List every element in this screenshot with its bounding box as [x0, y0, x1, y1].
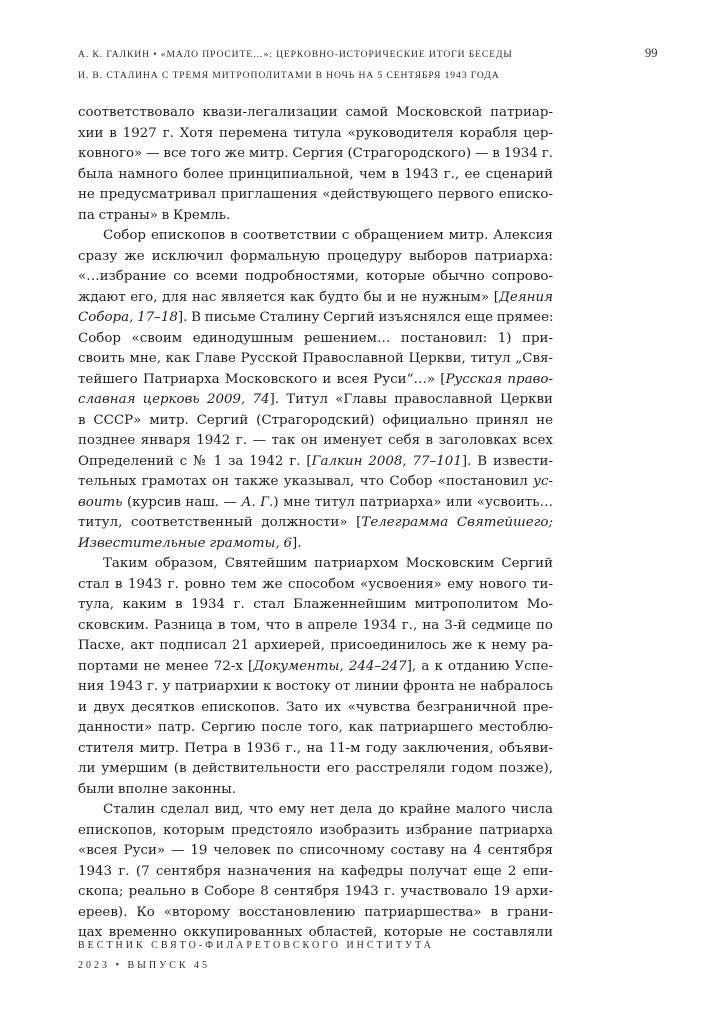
text-line [78, 226, 553, 247]
text-line [78, 739, 553, 760]
text-line [78, 554, 553, 575]
citation-italic: А. Г. [241, 494, 274, 510]
text-segment: па страны» в Кремль. [78, 207, 231, 223]
footer-issue: 2023 • ВЫПУСК 45 [78, 960, 211, 971]
citation-italic: Русская право- [445, 371, 553, 387]
footer-journal-title: ВЕСТНИК СВЯТО-ФИЛАРЕТОВСКОГО ИНСТИТУТА [78, 940, 434, 951]
text-segment: ) мне титул патриарха» или «усвоить… [273, 494, 553, 510]
text-line [78, 185, 553, 206]
text-line [78, 124, 553, 145]
text-line [78, 431, 553, 452]
footer [78, 936, 528, 976]
text-segment: ждают его, для нас является как будто бы и не нужным» [ [78, 289, 499, 305]
text-segment: портами не менее 72-х [ [78, 658, 254, 674]
text-line [78, 841, 553, 862]
text-line [78, 493, 553, 514]
text-segment: не предусматривал приглашения «действующего первого еписко- [78, 187, 553, 202]
text-line [78, 821, 553, 842]
text-line [78, 677, 553, 698]
text-segment: Определений с № 1 за 1942 г. [ [78, 453, 312, 469]
text-segment: данности» патр. Сергию после того, как патриаршего местоблю- [78, 720, 553, 735]
text-line [78, 349, 553, 370]
text-line [78, 206, 553, 227]
text-line [78, 308, 553, 329]
text-line [78, 595, 553, 616]
text-segment: тельных грамотах он также указывал, что Собор «постановил [78, 474, 534, 489]
text-segment: ли умершим (в действительности его расстреляли годом позже), [78, 761, 553, 776]
text-segment: Собор «своим единодушным решением… постановил: 1) при- [78, 330, 553, 346]
text-line [78, 472, 553, 493]
text-line [78, 575, 553, 596]
text-segment: ковного» — все того же митр. Сергия (Страгородского) — в 1934 г. [78, 146, 553, 161]
text-line [78, 144, 553, 165]
running-head-line-1: А. К. ГАЛКИН • «МАЛО ПРОСИТЕ…»: ЦЕРКОВНО-ИСТОРИЧЕСКИЕ ИТОГИ БЕСЕДЫ [78, 49, 513, 60]
text-line [78, 103, 553, 124]
text-line [78, 862, 553, 883]
text-segment: были вполне законны. [78, 781, 237, 797]
text-line [78, 882, 553, 903]
text-segment: ния 1943 г. у патриархии к востоку от линии фронта не набралось [78, 679, 553, 694]
text-line [78, 780, 553, 801]
citation-italic: Телеграмма Святейшего; [361, 515, 553, 530]
running-head-line-2: И. В. СТАЛИНА С ТРЕМЯ МИТРОПОЛИТАМИ В НОЧЬ НА 5 СЕНТЯБРЯ 1943 ГОДА [78, 70, 500, 81]
text-line [78, 329, 553, 350]
citation-italic: Документы, 244–247 [253, 658, 407, 674]
text-line [78, 534, 553, 555]
text-segment: была намного более принципиальной, чем в 1943 г., ее сценарий [78, 166, 553, 182]
text-line [78, 452, 553, 473]
page-number: 99 [645, 46, 658, 60]
text-segment: 1943 г. (7 сентября назначения на кафедры получат еще 2 епи- [78, 863, 553, 879]
text-segment: «…избрание со всеми подробностями, которые обычно сопрово- [78, 269, 553, 284]
text-line [78, 657, 553, 678]
text-segment: «всея Руси» — 19 человек по списочному составу на 4 сентября [78, 843, 553, 858]
text-segment: цах временно оккупированных областей, которые не составляли [78, 925, 553, 940]
citation-italic: Деяния [499, 289, 553, 305]
text-segment: хии в 1927 г. Хотя перемена титула «руководителя корабля цер- [78, 125, 553, 141]
text-segment: Пасхе, акт подписал 21 архиерей, присоединилось же к нему ра- [78, 638, 553, 653]
citation-italic: славная церковь 2009, 74 [78, 392, 270, 407]
text-segment: Собор епископов в соответствии с обращением митр. Алексия [103, 228, 553, 243]
text-segment: скопа; реально в Соборе 8 сентября 1943 г. участвовало 19 архи- [78, 884, 553, 899]
text-line [78, 903, 553, 924]
text-line [78, 288, 553, 309]
text-segment: тейшего Патриарха Московского и всея Руси“…» [ [78, 371, 446, 387]
text-line [78, 247, 553, 268]
body-text [78, 103, 553, 944]
text-segment: ереев). Ко «второму восстановлению патриаршества» в грани- [78, 904, 553, 920]
text-segment: Таким образом, Святейшим патриархом Московским Сергий [103, 556, 553, 571]
text-segment: позднее января 1942 г. — так он именует себя в заголовках всех [78, 433, 553, 448]
text-segment: сковским. Разница в том, что в апреле 1934 г., на 3-й седмице по [78, 617, 553, 633]
text-line [78, 370, 553, 391]
citation-italic: воить [78, 494, 123, 510]
text-line [78, 759, 553, 780]
text-line [78, 698, 553, 719]
text-line [78, 616, 553, 637]
text-segment: своить мне, как Главе Русской Православной Церкви, титул „Свя- [78, 351, 553, 366]
citation-italic: Галкин 2008, 77–101 [311, 453, 462, 469]
text-line [78, 267, 553, 288]
text-segment: сразу же исключил формальную процедуру выборов патриарха: [78, 248, 553, 264]
running-head [78, 44, 578, 86]
text-segment: ], а к отданию Успе- [406, 658, 553, 674]
text-segment: ]. Титул «Главы православной Церкви [269, 392, 553, 407]
text-segment: Сталин сделал вид, что ему нет дела до крайне малого числа [103, 802, 553, 817]
text-segment: стителя митр. Петра в 1936 г., на 11-м году заключения, объяви- [78, 740, 553, 756]
text-line [78, 636, 553, 657]
text-segment: (курсив наш. — [122, 494, 242, 510]
text-line [78, 513, 553, 534]
text-segment: соответствовало квази-легализации самой Московской патриар- [78, 105, 553, 120]
text-line [78, 390, 553, 411]
text-segment: титул, соответственный должности» [ [78, 515, 362, 530]
text-segment: тула, каким в 1934 г. стал Блаженнейшим митрополитом Мо- [78, 597, 553, 612]
text-segment: епископов, которым предстояло изобразить избрание патриарха [78, 822, 553, 838]
citation-italic: Собора, 17–18 [78, 310, 178, 325]
citation-italic: Известительные грамоты, 6 [78, 535, 292, 551]
text-segment: ]. В извести- [461, 453, 553, 469]
text-segment: и двух десятков епископов. Зато их «чувства безграничной пре- [78, 699, 553, 715]
text-segment: ]. В письме Сталину Сергий изъяснялся еще прямее: [177, 310, 554, 325]
text-line [78, 800, 553, 821]
citation-italic: ус- [533, 474, 553, 489]
text-line [78, 165, 553, 186]
text-segment: ]. [292, 535, 302, 551]
text-segment: в СССР» митр. Сергий (Страгородский) официально принял не [78, 412, 553, 428]
text-segment: стал в 1943 г. ровно тем же способом «усвоения» ему нового ти- [78, 576, 553, 592]
text-line [78, 718, 553, 739]
text-line [78, 411, 553, 432]
